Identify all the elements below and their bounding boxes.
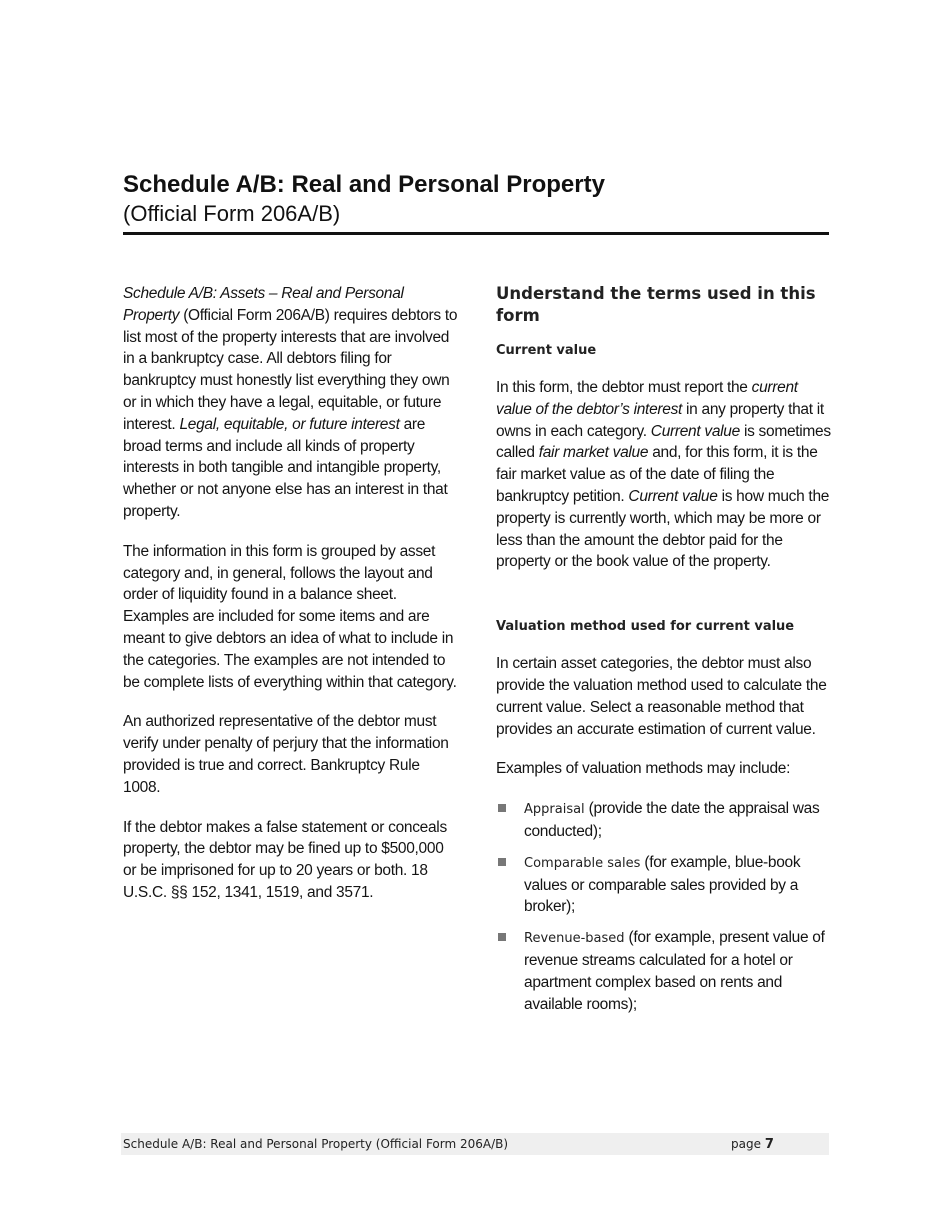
intro-text-end: are broad terms and include all kinds of property interests in both tangible and intangible property, whether or not anyone else has an interest in that property. — [123, 415, 448, 520]
square-bullet-icon — [498, 804, 506, 812]
method-name: Appraisal — [524, 802, 585, 818]
page-number: 7 — [764, 1137, 774, 1152]
cv-italic-3: fair market value — [538, 444, 649, 462]
method-description: (for example, blue-book values or comparable sales provided by a broker); — [524, 853, 801, 916]
intro-paragraph — [123, 283, 458, 523]
cv-text-4: and, for this form, it is the fair market value as of the date of filing the bankruptcy petition. — [496, 444, 818, 505]
list-item — [496, 798, 836, 843]
intro-text: (Official Form 206A/B) requires debtors to list most of the property interests that are involved in a bankruptcy case. All debtors filing for bankruptcy must honestly list everything they own or in which they have a legal, equitable, or future interest. — [123, 306, 458, 433]
cv-text-2: in any property that it owns in each category. — [496, 400, 824, 440]
cv-text-3: is sometimes called — [496, 422, 831, 462]
page-subtitle: (Official Form 206A/B) — [123, 201, 341, 226]
page-header — [123, 170, 829, 235]
valuation-paragraph: In certain asset categories, the debtor must also provide the valuation method used to calculate the current value. Select a reasonable method that provides an accurate estimation of current value. — [496, 655, 827, 738]
method-name: Revenue-based — [524, 931, 625, 947]
valuation-method-list — [496, 798, 836, 1015]
page-label: page — [731, 1137, 761, 1151]
page-footer — [121, 1133, 829, 1155]
terms-heading: Understand the terms used in this form — [496, 284, 816, 325]
right-column — [496, 283, 836, 1024]
method-description: (provide the date the appraisal was conducted); — [524, 800, 820, 840]
cv-text-1: In this form, the debtor must report the — [496, 379, 752, 396]
interest-term-italic: Legal, equitable, or future interest — [179, 415, 400, 433]
list-item — [496, 927, 836, 1015]
verification-paragraph: An authorized representative of the debtor must verify under penalty of perjury that the information provided is true and correct. Bankruptcy Rule 1008. — [123, 713, 449, 796]
footer-form-name: Schedule A/B: Real and Personal Property (Official Form 206A/B) — [123, 1137, 509, 1151]
cv-text-5: is how much the property is currently worth, which may be more or less than the amount the debtor paid for the property or the book value of the property. — [496, 487, 830, 571]
grouping-paragraph: The information in this form is grouped by asset category and, in general, follows the layout and order of liquidity found in a balance sheet. Examples are included for some items and are meant to give debtors an idea of what to include in the categories. The examples are not intended to be complete lists of everything within that category. — [123, 542, 457, 691]
list-item — [496, 852, 836, 918]
cv-italic-2: Current value — [650, 422, 740, 440]
valuation-subheading: Valuation method used for current value — [496, 619, 795, 635]
square-bullet-icon — [498, 858, 506, 866]
footer-page — [731, 1137, 774, 1152]
method-description: (for example, present value of revenue streams calculated for a hotel or apartment complex based on rents and available rooms); — [524, 929, 825, 1013]
cv-italic-1: current value of the debtor’s interest — [496, 379, 798, 418]
method-name: Comparable sales — [524, 855, 641, 871]
current-value-subheading: Current value — [496, 343, 597, 358]
current-value-paragraph — [496, 377, 836, 573]
examples-intro: Examples of valuation methods may include: — [496, 760, 791, 778]
spacer — [496, 591, 836, 617]
form-name-italic: Schedule A/B: Assets – Real and Personal Property — [123, 285, 404, 324]
page-title: Schedule A/B: Real and Personal Property — [123, 171, 605, 198]
square-bullet-icon — [498, 933, 506, 941]
penalty-paragraph: If the debtor makes a false statement or conceals property, the debtor may be fined up to $500,000 or be imprisoned for up to 20 years or both. 18 U.S.C. §§ 152, 1341, 1519, and 3571. — [123, 818, 447, 901]
cv-italic-4: Current value — [628, 487, 718, 505]
left-column — [123, 283, 458, 922]
